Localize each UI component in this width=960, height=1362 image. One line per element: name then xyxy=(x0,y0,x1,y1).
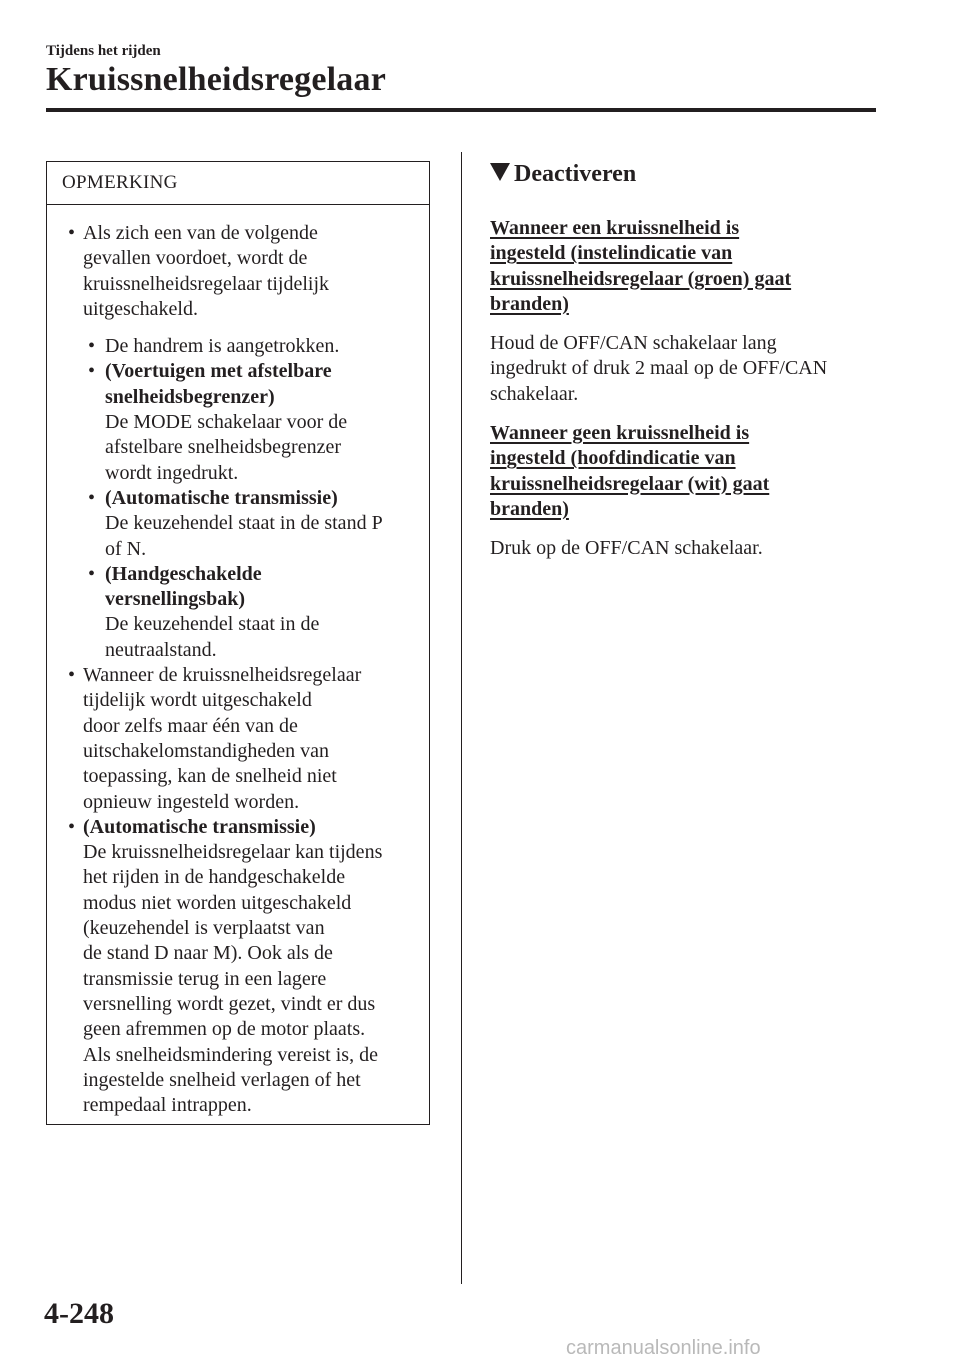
note-line: (keuzehendel is verplaatst van xyxy=(83,917,325,940)
note-bullet-automatic xyxy=(47,815,421,1119)
instruction-speed-not-set xyxy=(490,536,890,561)
note-line: uitschakelomstandigheden van xyxy=(83,739,330,762)
condition-line: ingesteld (hoofdindicatie van xyxy=(490,447,736,470)
note-line: De keuzehendel staat in de stand P xyxy=(105,512,383,535)
note-bullet-reset xyxy=(47,663,421,815)
condition-line: kruissnelheidsregelaar (wit) gaat xyxy=(490,472,770,495)
note-heading: OPMERKING xyxy=(47,162,429,205)
instruction-speed-set xyxy=(490,331,890,407)
condition-line: branden) xyxy=(490,497,569,520)
note-line: versnellingsbak) xyxy=(105,588,246,611)
note-line: rempedaal intrappen. xyxy=(83,1094,252,1117)
note-sub-handbrake xyxy=(47,334,421,359)
note-line: versnelling wordt gezet, vindt er dus xyxy=(83,992,376,1015)
bullet-icon: • xyxy=(88,360,96,383)
note-line: de stand D naar M). Ook als de xyxy=(83,942,333,965)
note-line: De MODE schakelaar voor de xyxy=(105,411,348,434)
deactivate-heading-text: Deactiveren xyxy=(514,161,637,187)
note-line: opnieuw ingesteld worden. xyxy=(83,790,300,813)
instruction-line: Druk op de OFF/CAN schakelaar. xyxy=(490,537,763,560)
watermark: carmanualsonline.info xyxy=(566,1337,761,1359)
condition-line: ingesteld (instelindicatie van xyxy=(490,242,733,265)
note-line: (Automatische transmissie) xyxy=(105,486,338,509)
note-box xyxy=(46,161,430,1125)
condition-speed-not-set xyxy=(490,421,890,522)
section-label: Tijdens het rijden xyxy=(46,43,161,59)
note-line: het rijden in de handgeschakelde xyxy=(83,866,346,889)
bullet-icon: • xyxy=(68,222,76,244)
instruction-line: schakelaar. xyxy=(490,382,579,405)
bullet-icon: • xyxy=(68,664,76,687)
bullet-icon: • xyxy=(88,562,96,585)
note-line: transmissie terug in een lagere xyxy=(83,967,327,990)
condition-line: Wanneer een kruissnelheid is xyxy=(490,217,740,239)
note-line: Als snelheidsmindering vereist is, de xyxy=(83,1043,378,1066)
note-line: ingestelde snelheid verlagen of het xyxy=(83,1068,361,1091)
instruction-line: Houd de OFF/CAN schakelaar lang xyxy=(490,332,777,355)
note-line: De kruissnelheidsregelaar kan tijdens xyxy=(83,841,383,864)
condition-line: kruissnelheidsregelaar (groen) gaat xyxy=(490,267,792,290)
note-line: modus niet worden uitgeschakeld xyxy=(83,891,352,914)
note-line: afstelbare snelheidsbegrenzer xyxy=(105,436,341,459)
note-line: snelheidsbegrenzer) xyxy=(105,385,275,408)
bullet-icon: • xyxy=(68,815,76,838)
bullet-icon: • xyxy=(88,486,96,509)
note-line: of N. xyxy=(105,537,147,560)
deactivate-heading xyxy=(490,158,890,190)
note-line: neutraalstand. xyxy=(105,638,217,661)
note-line: (Voertuigen met afstelbare xyxy=(105,360,332,383)
condition-line: branden) xyxy=(490,292,569,315)
page-title: Kruissnelheidsregelaar xyxy=(46,61,386,98)
note-sub-automatic xyxy=(47,486,421,562)
note-line: kruissnelheidsregelaar tijdelijk xyxy=(83,272,330,295)
title-rule xyxy=(46,108,876,112)
note-line: door zelfs maar één van de xyxy=(83,714,298,737)
condition-speed-set xyxy=(490,216,890,317)
condition-line: Wanneer geen kruissnelheid is xyxy=(490,422,750,445)
note-body xyxy=(47,205,429,1118)
note-sub-manual xyxy=(47,562,421,663)
note-line: (Automatische transmissie) xyxy=(83,815,316,838)
note-line: gevallen voordoet, wordt de xyxy=(83,247,308,270)
instruction-line: ingedrukt of druk 2 maal op de OFF/CAN xyxy=(490,357,828,380)
note-line: geen afremmen op de motor plaats. xyxy=(83,1018,366,1041)
note-line: uitgeschakeld. xyxy=(83,297,198,320)
note-line: De keuzehendel staat in de xyxy=(105,613,320,636)
deactivate-section xyxy=(490,158,890,562)
bullet-icon: • xyxy=(88,335,96,358)
note-bullet-conditions xyxy=(47,221,421,322)
note-line: Als zich een van de volgende xyxy=(83,222,318,244)
note-line: toepassing, kan de snelheid niet xyxy=(83,765,337,788)
note-line: Wanneer de kruissnelheidsregelaar xyxy=(83,664,362,687)
page-number: 4-248 xyxy=(44,1297,114,1330)
note-line: tijdelijk wordt uitgeschakeld xyxy=(83,689,312,712)
triangle-down-icon xyxy=(490,163,510,181)
note-sub-speed-limiter xyxy=(47,359,421,485)
column-divider xyxy=(461,152,462,1284)
note-line: wordt ingedrukt. xyxy=(105,461,239,484)
note-line: De handrem is aangetrokken. xyxy=(105,335,340,358)
note-line: (Handgeschakelde xyxy=(105,562,262,585)
